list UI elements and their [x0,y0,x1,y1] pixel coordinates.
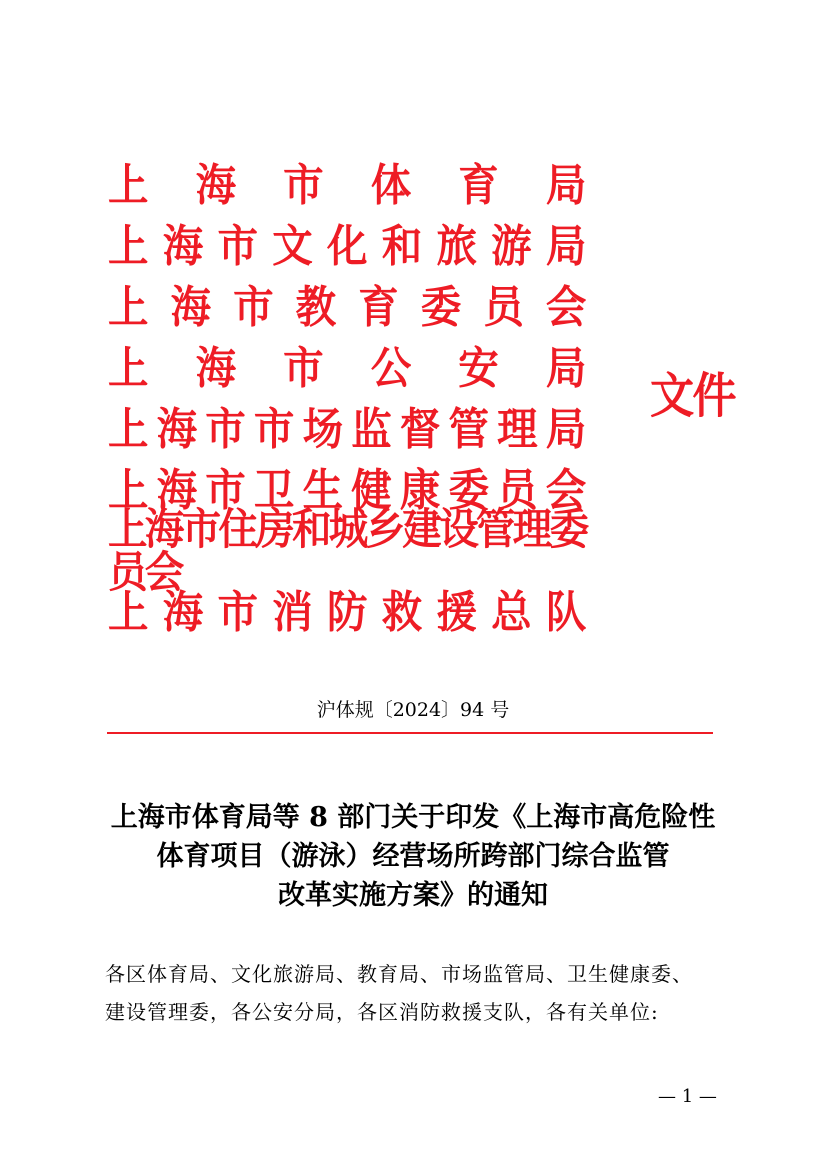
issuer-header [108,150,628,650]
document-title [0,798,826,915]
issuer-line-public-security-bureau: 上 海 市 公 安 局 [108,343,587,394]
title-line: 改革实施方案》的通知 [278,880,548,911]
addressee-paragraph [105,955,720,1031]
body-line: 建设管理委，各公安分局，各区消防救援支队，各有关单位: [105,1000,659,1024]
red-divider-line [107,732,713,734]
issuer-line-culture-tourism-bureau: 上 海 市 文 化 和 旅 游 局 [108,221,587,272]
document-number: 沪体规〔2024〕94 号 [316,699,510,721]
title-line: 体育项目（游泳）经营场所跨部门综合监管 [156,841,670,872]
issuer-line-education-commission: 上 海 市 教 育 委 员 会 [108,282,587,333]
issuer-line-housing-construction-commission: 上海市住房和城乡建设管理委员会 [108,505,587,598]
body-line: 各区体育局、文化旅游局、教育局、市场监管局、卫生健康委、 [105,962,693,986]
page-number: — 1 — [658,1086,717,1107]
title-line: 上海市体育局等 8 部门关于印发《上海市高危险性 [110,802,716,833]
issuer-line-health-commission: 上 海 市 卫 生 健 康 委 员 会 [108,465,587,516]
issuer-line-market-supervision-bureau: 上 海 市 市 场 监 督 管 理 局 [108,404,587,455]
document-suffix: 文件 [650,368,735,424]
issuer-line-fire-rescue-corps: 上 海 市 消 防 救 援 总 队 [108,587,587,638]
issuer-line-sports-bureau: 上 海 市 体 育 局 [108,160,587,211]
